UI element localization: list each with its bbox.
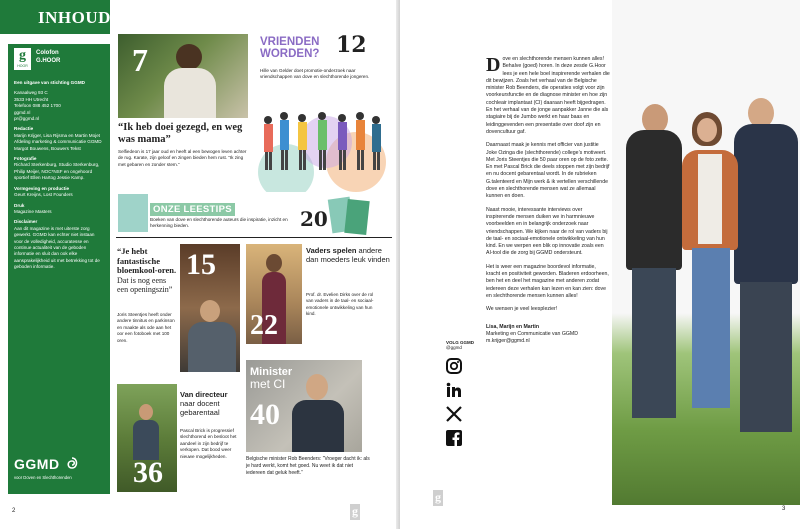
article-number-20: 20	[300, 207, 328, 231]
article-12-text: Hille van Gelder doet promotie-onderzoek naar vriendschappen van dove en slechthorende jongeren.	[260, 68, 370, 80]
colofon-body: Een uitgave van stichting GGMD Kanaalweg 93 C 3533 HH Utrecht Telefoon 088 452 1700 ggmd.nl pr@ggmd.nl Redactie Marijn Krijger, Lisa Rijsma en Martin Mojet Afdeling marketing & communicatie GGMD Margot Bouwens, Bouwers Tekst Fotografie Richard Sterkenburg, Studio Sterkenburg, Philip Meijer, NOC*NSF en ongehoord sportief Ellen Hartog Jessie Kamp. Vormgeving en productie Geurt Kreijns, Lost Founders Druk Magazine Masters Disclaimer Aan dit magazine is met uiterste zorg gewerkt. GGMD kan echter niet instaan voor de volledigheid, accuratesse en continue actualiteit van de geboden informatie en sluit dan ook elke aansprakelijkheid uit met betrekking tot de geboden informatie.	[14, 80, 102, 270]
photo-rob-beenders	[246, 360, 362, 452]
minister-title: Minister met CI	[250, 366, 293, 391]
person-head	[306, 374, 328, 400]
article-number-7: 7	[132, 42, 148, 78]
vrienden-title: VRIENDEN WORDEN?	[260, 36, 320, 60]
spacer	[436, 10, 444, 42]
editorial-paragraph-2: Daarnaast maak je kennis met officier van justitie Joke Ozinga die (slechthorende) college’s motiveert. Met Joris Steentjes die 50 paar oren op de foto zette. En met Pascal Brick die deels stoppen met zijn bedrijf en nu docent gebarentaal wordt. In de rubrieken G.talenteerd en Mijn werk & ik vertellen verschillende dove en slechthorende mensen wat ze allemaal kunnen en doen.	[486, 142, 610, 200]
photo-evelien	[246, 244, 302, 344]
ghoor-logo: g HOOR	[14, 48, 31, 70]
editorial-column	[486, 56, 610, 345]
editorial-paragraph-4: Het is weer een magazine boordevol informatie, kracht en positiviteit geworden. Bladeren erdoorheen, ben het en deel het magazine met anderen zodat iedereen deze verhalen kan lezen en kan zien: dove en slechthorende mensen kunnen alles!	[486, 263, 609, 299]
article-number-22: 22	[250, 310, 278, 341]
divider	[116, 237, 392, 238]
ggmd-logo: GGMD voor Doven en Slechthorenden	[14, 456, 106, 480]
linkedin-icon[interactable]	[446, 382, 486, 398]
person-head	[697, 118, 717, 142]
article-40-quote: Belgische minister Rob Beenders: “Vroeger dacht ik: als je hard werkt, komt het goed. Nu weet ik dat niet iedereen dat geluk heeft.”	[246, 456, 370, 476]
article-20-text: Boeken van dove en slechthorende auteurs die inspiratie, inzicht en herkenning bieden.	[150, 217, 288, 229]
editorial-paragraph-3: Naast mooie, interessante interviews over inspirerende mensen duiken we in harmnieuwe voorbeelden en in belangrijk onderzoek naar vriendschappen. We kijken naar de rol van vaders bij de taal- en sociaal-emotionele ontwikkeling van hun kind. En we werpen een blik op innovatie zoals een AI-tool die de zorg bij GGMD ondersteunt.	[486, 206, 608, 257]
person-jeans	[692, 248, 730, 408]
signoff-email[interactable]: m.krijger@ggmd.nl	[486, 338, 530, 345]
person-body	[133, 420, 159, 460]
page-number-right: 3	[782, 506, 786, 512]
instagram-icon[interactable]	[446, 358, 486, 374]
social-column: VOLG GGMD @ggmd	[446, 340, 486, 446]
person-body	[164, 68, 216, 118]
article-number-40: 40	[250, 398, 280, 431]
quote-headline-7: “Ik heb doei gezegd, en weg was mama”	[118, 122, 243, 145]
person-body	[188, 322, 236, 372]
article-36-headline: Van directeur naar docent gebarentaal	[180, 390, 228, 417]
article-22-text: Prof. dr. Evelien Dirks over de rol van vaders in de taal- en sociaal-emotionele ontwikkeling van hun kind.	[306, 292, 374, 317]
book-cover-3	[344, 199, 369, 235]
dropcap: D	[486, 54, 501, 76]
person-legs	[632, 268, 676, 418]
photo-joris	[180, 244, 240, 372]
article-number-15: 15	[186, 248, 216, 281]
person-top	[698, 154, 722, 244]
x-icon[interactable]	[446, 406, 486, 422]
person-head	[200, 300, 220, 322]
person-legs	[740, 282, 792, 432]
illustration-friends	[256, 102, 390, 192]
book-cover-1	[118, 194, 148, 232]
friends-group-illustration	[256, 102, 390, 192]
photo-selfiedeon	[118, 34, 248, 118]
watermark-g-right: g	[435, 490, 441, 504]
person-body	[292, 400, 344, 452]
photo-pascal	[117, 384, 177, 492]
article-number-12: 12	[336, 32, 367, 58]
photo-editors-group	[612, 0, 800, 505]
person-body	[626, 130, 682, 270]
article-36-text: Pascal Brick is progressief slechthorend en besloot het aandeel in zijn bedrijf te verkopen. Dat bood weer nieuwe mogelijkheden.	[180, 428, 237, 459]
person-body	[734, 124, 798, 284]
signoff-names: Lisa, Marijn en Martin	[486, 323, 540, 330]
editorial-paragraph-5: We wensen je veel leesplezier!	[486, 306, 558, 313]
article-22-headline: Vaders spelen andere dan moeders leuk vinden	[306, 246, 390, 264]
article-number-36: 36	[133, 456, 163, 489]
swirl-icon	[64, 456, 80, 475]
colofon-heading: Colofon G.HOOR	[36, 50, 61, 64]
leestips-title: ONZE LEESTIPS	[150, 203, 235, 216]
person-head	[176, 44, 202, 70]
article-7-text: Selfiedeon is 17 jaar oud en heeft al een bewogen leven achter de rug. Karate, zijn geloof en zingen bieden hem rust. “Ik zing met gebaren en zonder stem.”	[118, 149, 247, 167]
colofon-sidebar	[8, 44, 110, 494]
article-15-text: Joris Steentjes heeft onder andere tinnitus en parkinson en maakte als ode aan het oor een fotoboek met 100 oren.	[117, 312, 175, 343]
person-head	[266, 254, 282, 272]
watermark-g: g	[352, 504, 358, 518]
person-head	[139, 404, 153, 420]
page-number-left: 2	[12, 508, 16, 514]
right-page	[400, 0, 800, 529]
page-title: INHOUD	[38, 8, 111, 27]
header-bar	[0, 0, 110, 34]
signoff-role: Marketing en Communicatie van GGMD	[486, 330, 578, 337]
editorial-paragraph-1: D ove en slechthorende mensen kunnen alles! Behalve (goed) horen. In deze zesde G.Hoor lees je een hele boel inspirerende verhalen die dit bewijzen. Zoals het verhaal van de Belgische minister Rob Beenders, die operaties volgt voor zijn voorkeursfunctie en de diagnose minister en hoe zijn cochleair implantaat (CI) daaraan heeft bijgedragen. En het verhaal van de jonge aanpakker Janne die als stagiaire bij de Jumbo werkt en haar baas en leidinggevenden een presentatie over doof zijn en dovencultuur gaf.	[486, 54, 610, 135]
article-15-headline: “Je hebt fantastische bloemkool-oren. Dat is nog eens een openingszin”	[117, 246, 177, 294]
facebook-icon[interactable]	[446, 430, 486, 446]
